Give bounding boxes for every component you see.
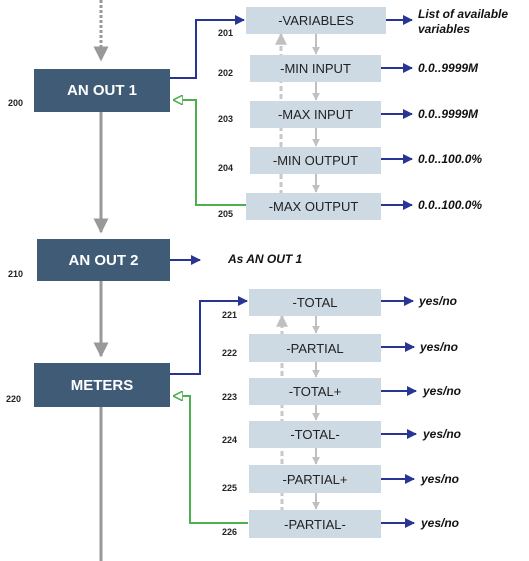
item-label: -TOTAL+ [288, 384, 342, 399]
item-label: -TOTAL- [290, 427, 340, 442]
item-note: yes/no [421, 472, 460, 486]
item-code: 224 [222, 435, 238, 445]
item-code: 221 [222, 310, 238, 320]
meters-item-total [249, 289, 381, 316]
item-code: 222 [222, 348, 238, 358]
item-note: 0.0..100.0% [418, 152, 483, 166]
an-out-1-item-min-input [250, 55, 381, 82]
item-label: -PARTIAL+ [282, 471, 348, 487]
item-note: yes/no [423, 384, 462, 398]
item-note: 0.0..100.0% [418, 198, 483, 212]
meters-item-partial [249, 334, 381, 362]
item-note: 0.0..9999M [418, 61, 479, 75]
item-note: 0.0..9999M [418, 107, 479, 121]
item-code: 201 [218, 28, 234, 38]
an-out-1-item-max-output [246, 193, 381, 220]
meters-item-total-plus [249, 378, 381, 405]
item-code: 226 [222, 527, 238, 537]
item-code: 225 [222, 483, 238, 493]
meters-item-total-minus [249, 421, 381, 448]
item-code: 223 [222, 392, 238, 402]
item-label: -MAX OUTPUT [268, 199, 359, 214]
item-note: yes/no [419, 294, 458, 308]
an-out-2-label: AN OUT 2 [68, 251, 139, 269]
item-label: -MIN OUTPUT [272, 153, 359, 168]
an-out-2-note: As AN OUT 1 [228, 252, 303, 266]
item-label: -PARTIAL [286, 340, 344, 356]
item-note: List of available variables [418, 7, 509, 36]
an-out-1-code: 200 [8, 98, 24, 108]
an-out-2-code: 210 [8, 269, 24, 279]
an-out-1-item-variables [246, 7, 386, 34]
item-note: yes/no [420, 340, 459, 354]
an-out-1-item-min-output [250, 147, 381, 174]
an-out-2-block [37, 239, 170, 281]
meters-item-partial-plus [249, 465, 381, 493]
item-code: 205 [218, 209, 234, 219]
an-out-1-label: AN OUT 1 [66, 82, 137, 99]
item-label: -MAX INPUT [277, 107, 354, 122]
item-code: 203 [218, 114, 234, 124]
item-note: yes/no [421, 516, 460, 530]
meters-item-partial-minus [249, 510, 381, 538]
item-label: -TOTAL [292, 295, 338, 310]
item-label: -PARTIAL- [284, 516, 346, 532]
item-code: 204 [218, 163, 234, 173]
item-label: -MIN INPUT [280, 61, 351, 76]
item-label: -VARIABLES [278, 13, 354, 28]
meters-code: 220 [6, 394, 22, 404]
an-out-1-item-max-input [250, 101, 381, 128]
item-code: 202 [218, 68, 234, 78]
an-out-1-block [34, 69, 170, 112]
item-note: yes/no [423, 427, 462, 441]
meters-label: METERS [70, 376, 134, 394]
meters-block [34, 363, 170, 407]
